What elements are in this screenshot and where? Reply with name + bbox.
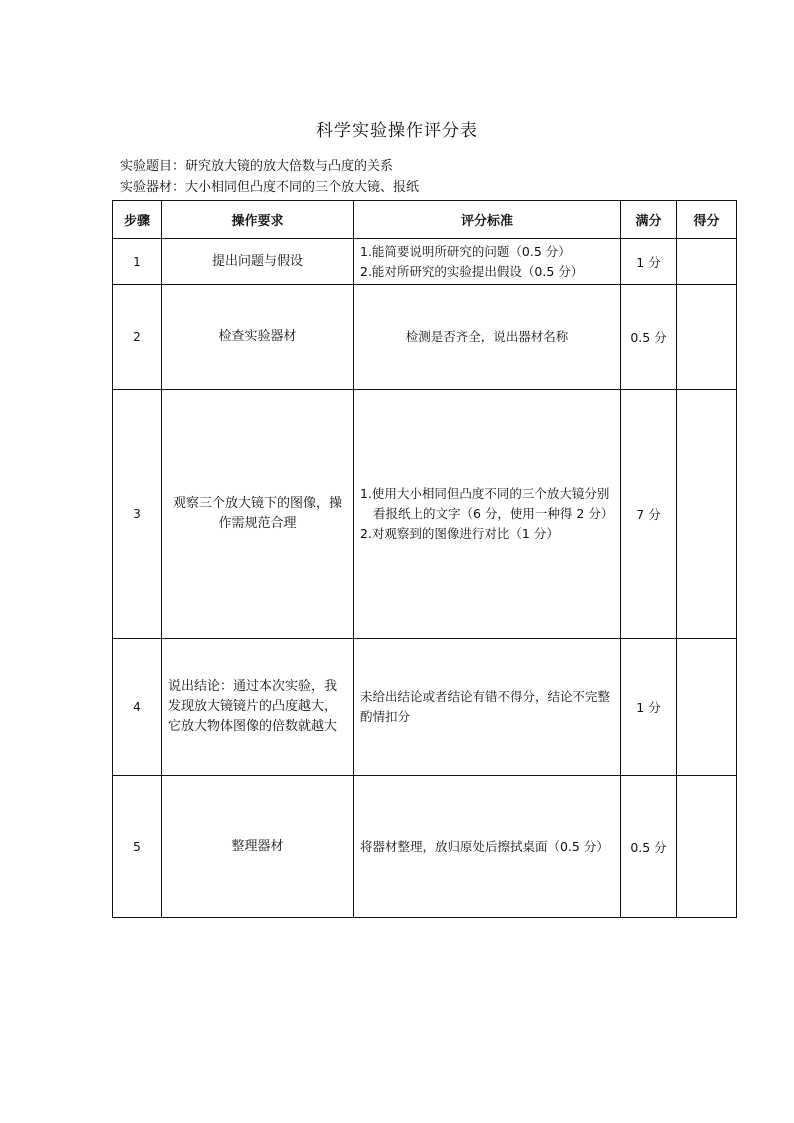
header-score: 得分 [677, 201, 737, 239]
experiment-topic: 实验题目：研究放大镜的放大倍数与凸度的关系 [120, 159, 394, 174]
table-row [113, 776, 737, 918]
criteria-line: 检测是否齐全，说出器材名称 [405, 329, 569, 344]
score-cell[interactable] [677, 390, 737, 639]
requirement-cell: 提出问题与假设 [162, 239, 354, 285]
requirement-cell: 说出结论：通过本次实验，我发现放大镜镜片的凸度越大，它放大物体图像的倍数就越大 [162, 639, 354, 776]
criteria-cell [354, 776, 621, 918]
full-score-cell: 0.5 分 [621, 776, 677, 918]
full-score-cell: 0.5 分 [621, 285, 677, 390]
criteria-cell [354, 239, 621, 285]
table-row [113, 639, 737, 776]
criteria-line: 1.使用大小相同但凸度不同的三个放大镜分别看报纸上的文字（6 分，使用一种得 2 分） [360, 486, 614, 521]
criteria-line: 将器材整理，放归原处后擦拭桌面（0.5 分） [360, 838, 609, 854]
score-cell[interactable] [677, 639, 737, 776]
requirement-cell: 观察三个放大镜下的图像，操作需规范合理 [162, 390, 354, 639]
header-row [113, 201, 737, 239]
score-cell[interactable] [677, 285, 737, 390]
criteria-cell [354, 285, 621, 390]
header-criteria: 评分标准 [354, 201, 621, 239]
step-number: 2 [113, 285, 162, 390]
criteria-line: 1.能简要说明所研究的问题（0.5 分） [360, 243, 571, 259]
table-row [113, 285, 737, 390]
header-full-score: 满分 [621, 201, 677, 239]
requirement-cell: 整理器材 [162, 776, 354, 918]
full-score-cell: 1 分 [621, 239, 677, 285]
criteria-cell [354, 390, 621, 639]
full-score-cell: 1 分 [621, 639, 677, 776]
criteria-line: 未给出结论或者结论有错不得分，结论不完整酌情扣分 [360, 689, 611, 724]
experiment-equipment: 实验器材：大小相同但凸度不同的三个放大镜、报纸 [120, 180, 420, 195]
step-number: 1 [113, 239, 162, 285]
criteria-line: 2.能对所研究的实验提出假设（0.5 分） [360, 263, 584, 279]
requirement-cell: 检查实验器材 [162, 285, 354, 390]
header-step: 步骤 [113, 201, 162, 239]
header-requirement: 操作要求 [162, 201, 354, 239]
table-row [113, 239, 737, 285]
page-title: 科学实验操作评分表 [316, 121, 478, 141]
table-row [113, 390, 737, 639]
step-number: 4 [113, 639, 162, 776]
criteria-line: 2.对观察到的图像进行对比（1 分） [360, 526, 559, 541]
score-table [112, 200, 737, 918]
criteria-cell [354, 639, 621, 776]
step-number: 3 [113, 390, 162, 639]
step-number: 5 [113, 776, 162, 918]
score-cell[interactable] [677, 776, 737, 918]
score-cell[interactable] [677, 239, 737, 285]
full-score-cell: 7 分 [621, 390, 677, 639]
